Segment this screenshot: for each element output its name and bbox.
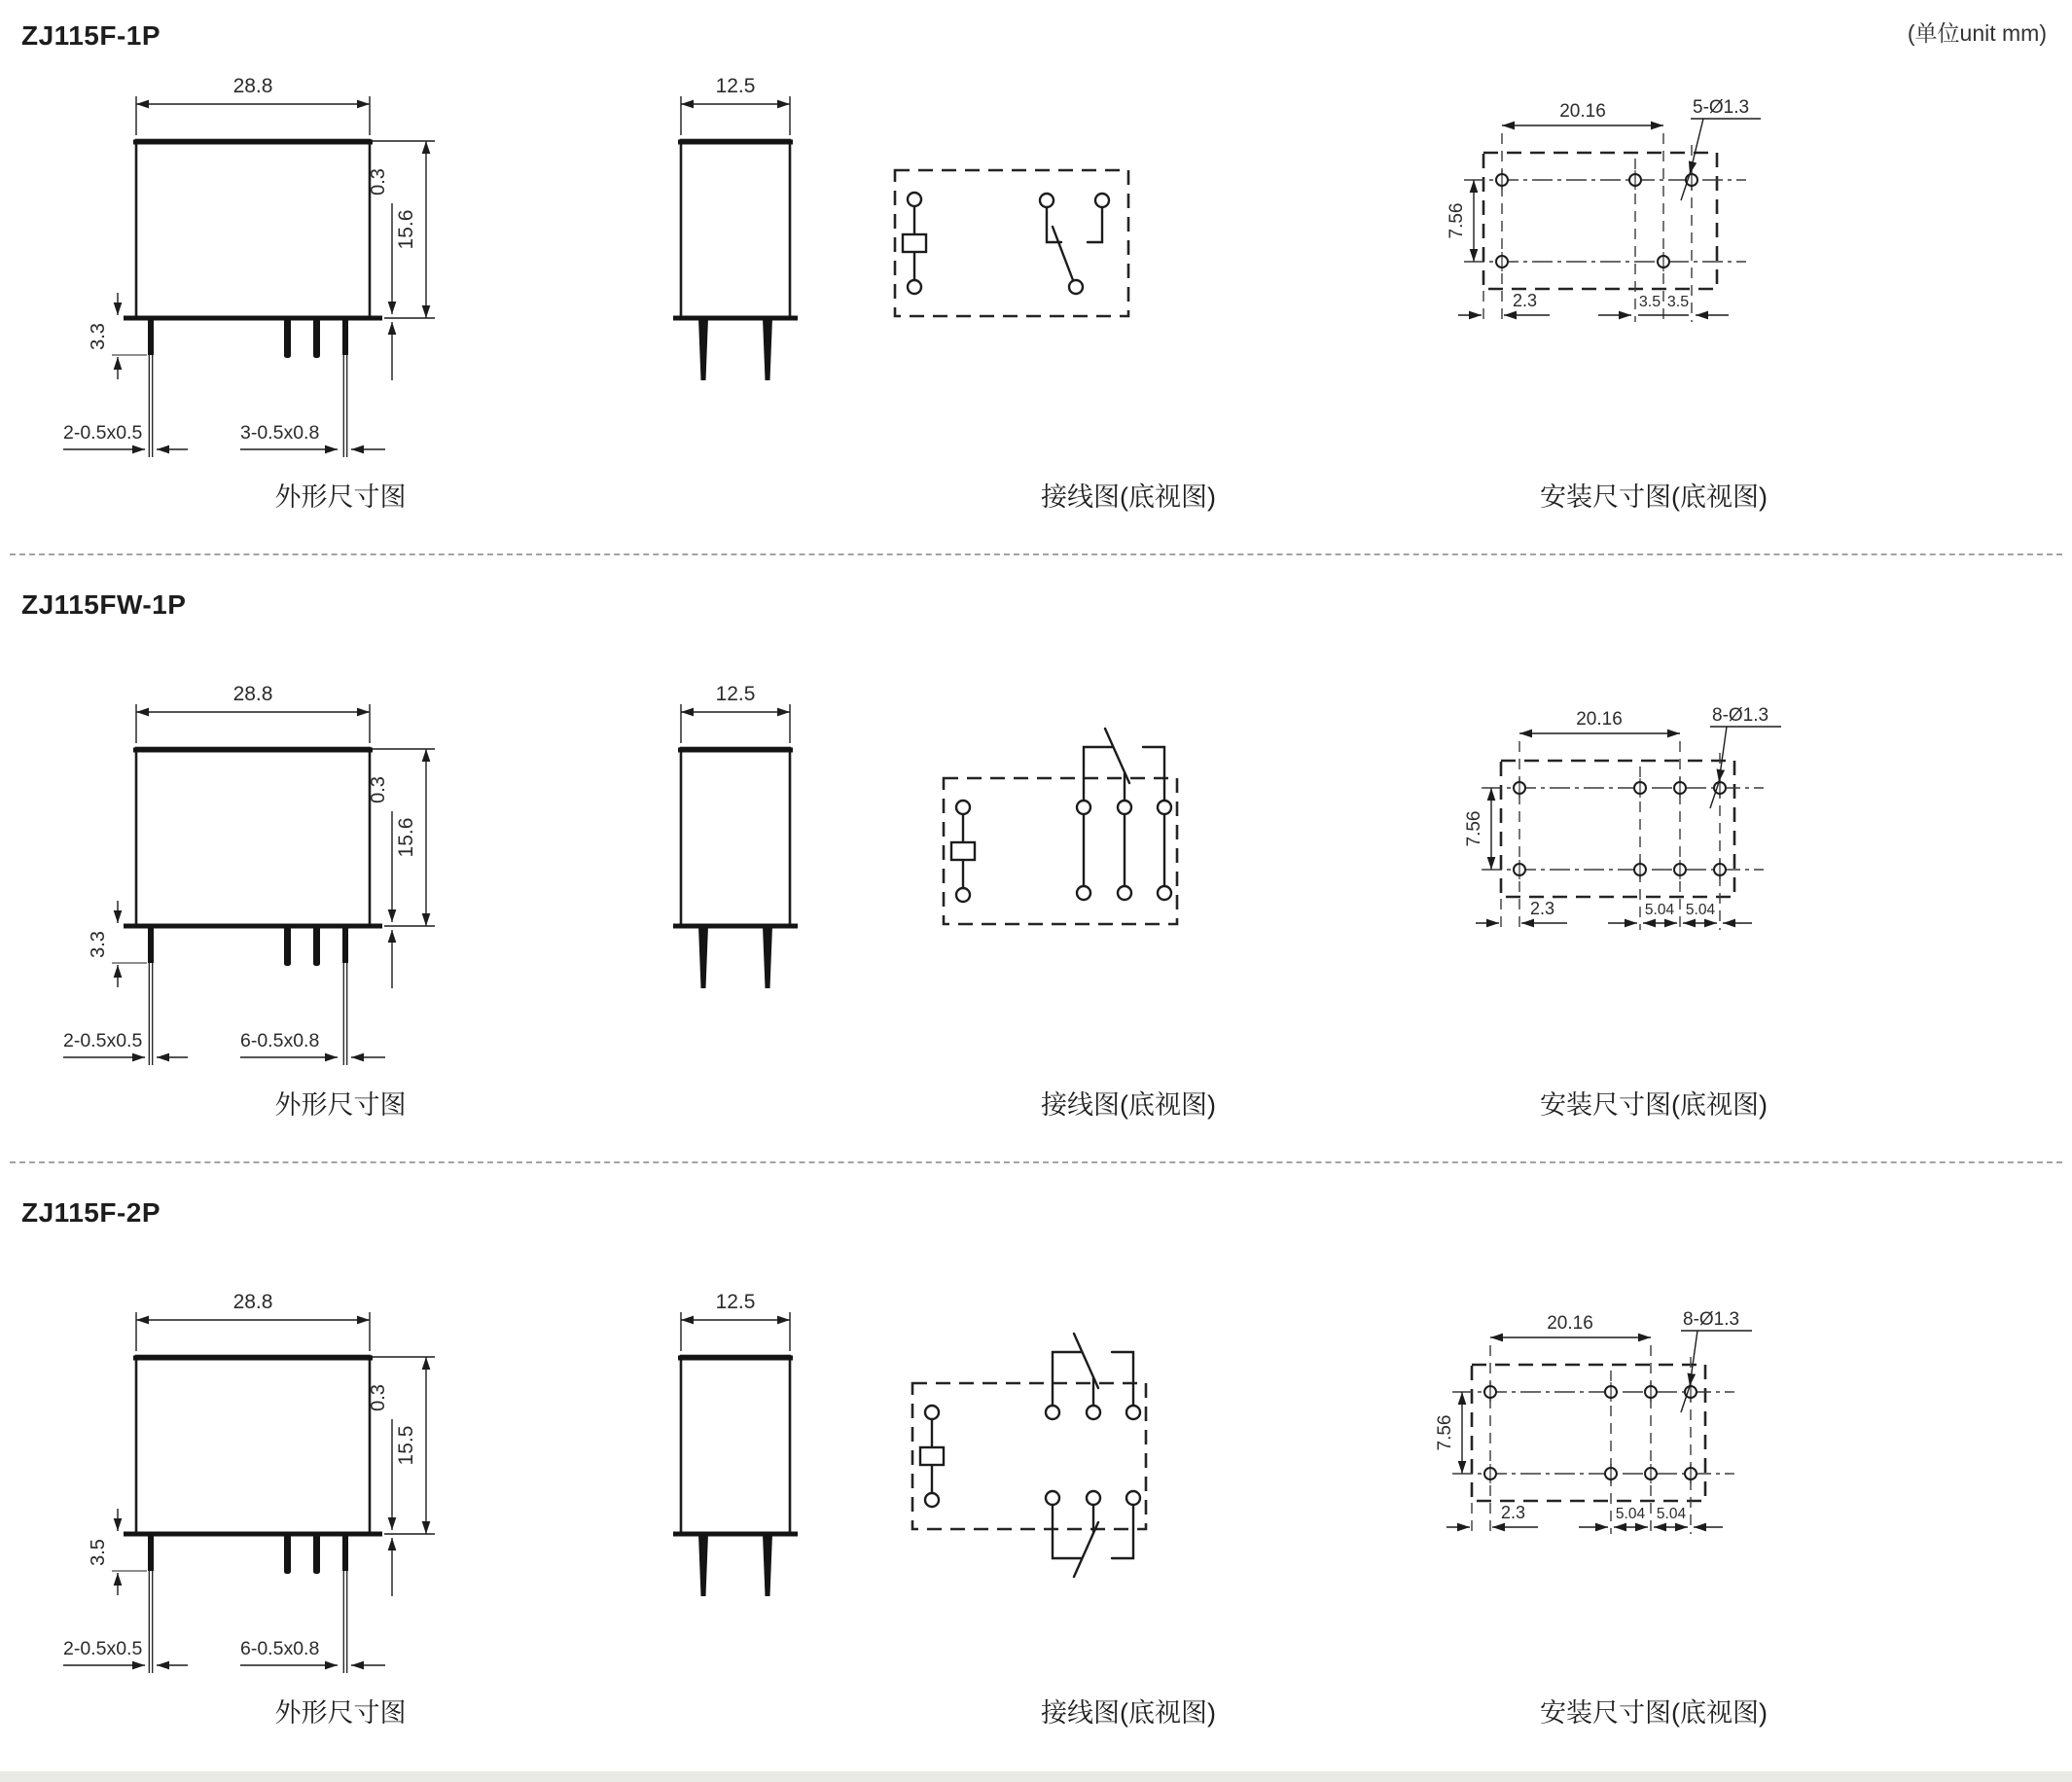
pins	[148, 318, 348, 358]
model-title: ZJ115F-1P	[21, 20, 161, 51]
caption-row	[0, 1084, 2072, 1128]
mounting-diagram	[1462, 704, 1783, 957]
hole-callout-leader	[1710, 727, 1781, 808]
width-dimension	[136, 1312, 370, 1351]
mounting-diagram	[1433, 1308, 1754, 1561]
width-dimension	[136, 704, 370, 743]
hole-callout-leader	[1681, 1331, 1752, 1412]
gap1-label: 5.04	[1644, 902, 1675, 918]
side-width-dimension	[681, 704, 790, 743]
side-pins	[698, 318, 772, 380]
relay-body	[136, 140, 370, 318]
figure-row	[0, 1273, 2072, 1680]
base-thickness-label: 0.3	[368, 168, 389, 196]
mounting-holes	[1514, 782, 1726, 875]
contact-pins-label: 3-0.5x0.8	[240, 422, 320, 444]
wiring-caption: 接线图(底视图)	[1041, 482, 1216, 512]
outline-caption: 外形尺寸图	[274, 1698, 407, 1728]
standoff-label: 3.3	[88, 323, 109, 350]
gap2-label: 3.5	[1666, 294, 1690, 310]
relay-outline-dashed	[1501, 761, 1734, 897]
row-span-label: 7.56	[1447, 202, 1467, 239]
contact-symbol-top	[1046, 1334, 1140, 1419]
mounting-caption: 安装尺寸图(底视图)	[1540, 482, 1768, 512]
hole-span-label: 20.16	[1547, 1313, 1593, 1334]
outline-side-view	[632, 665, 837, 1072]
gap2-label: 5.04	[1685, 902, 1716, 918]
body-width-label: 28.8	[232, 1291, 273, 1313]
edge-offset-label: 2.3	[1530, 899, 1555, 918]
page-bottom-bar	[0, 1771, 2072, 1782]
mounting-caption: 安装尺寸图(底视图)	[1540, 1698, 1768, 1728]
section-zj115f-1p	[0, 0, 2072, 520]
body-height-label: 15.6	[395, 209, 417, 250]
outline-caption: 外形尺寸图	[274, 482, 407, 512]
holes-label: 5-Ø1.3	[1693, 97, 1750, 118]
body-width-label: 28.8	[232, 683, 273, 705]
holes-label: 8-Ø1.3	[1712, 705, 1769, 726]
caption-row	[0, 476, 2072, 520]
wiring-caption: 接线图(底视图)	[1041, 1698, 1216, 1728]
section-zj115f-2p	[0, 1177, 2072, 1736]
wiring-diagram	[903, 1323, 1156, 1644]
relay-body-side	[681, 748, 790, 926]
outline-front-view	[54, 57, 482, 464]
edge-offset-label: 2.3	[1513, 291, 1538, 310]
outline-front-view	[54, 1273, 482, 1680]
coil-pins-label: 2-0.5x0.5	[63, 422, 143, 444]
hole-ticks	[1490, 1382, 1691, 1483]
model-title: ZJ115F-2P	[21, 1197, 161, 1228]
figure-row	[0, 57, 2072, 464]
base-thickness-label: 0.3	[368, 776, 389, 803]
center-lines	[1464, 133, 1746, 322]
section-divider	[10, 1161, 2062, 1163]
contact-pins-label: 6-0.5x0.8	[240, 1638, 320, 1659]
pins	[148, 926, 348, 966]
section-divider	[10, 553, 2062, 555]
unit-note: (单位unit mm)	[1907, 20, 2047, 46]
pins	[148, 1534, 348, 1574]
standoff-label: 3.5	[88, 1539, 109, 1566]
hole-span-label: 20.16	[1559, 101, 1606, 122]
relay-outline-dashed	[1483, 153, 1717, 289]
side-width-dimension	[681, 96, 790, 135]
relay-body	[136, 748, 370, 926]
mounting-holes	[1484, 1386, 1697, 1479]
outline-front-view	[54, 665, 482, 1072]
contact-symbol-bottom	[1046, 1491, 1140, 1577]
outline-caption: 外形尺寸图	[274, 1090, 407, 1120]
relay-outline-dashed	[1472, 1365, 1705, 1501]
contact-pins-label: 6-0.5x0.8	[240, 1030, 320, 1051]
gap2-label: 5.04	[1656, 1506, 1687, 1522]
side-width-label: 12.5	[715, 1291, 756, 1313]
outline-side-view	[632, 57, 837, 464]
body-height-label: 15.5	[395, 1425, 417, 1466]
relay-body-side	[681, 1356, 790, 1534]
row-span-label: 7.56	[1464, 810, 1484, 847]
outline-side-view	[632, 1273, 837, 1680]
contact-symbol	[1040, 194, 1109, 294]
row-span-label: 7.56	[1435, 1414, 1455, 1451]
caption-row	[0, 1692, 2072, 1736]
coil-symbol	[920, 1406, 944, 1507]
figure-row	[0, 665, 2072, 1072]
wiring-caption: 接线图(底视图)	[1041, 1090, 1216, 1120]
mounting-holes	[1496, 174, 1697, 267]
coil-pins-label: 2-0.5x0.5	[63, 1638, 143, 1659]
section-zj115fw-1p	[0, 569, 2072, 1128]
base-thickness-label: 0.3	[368, 1384, 389, 1411]
relay-body	[136, 1356, 370, 1534]
relay-outline-dashed	[912, 1383, 1146, 1529]
gap1-label: 5.04	[1615, 1506, 1646, 1522]
relay-outline-dashed	[944, 778, 1177, 924]
coil-symbol	[903, 193, 926, 294]
side-pins	[698, 926, 772, 988]
gap1-label: 3.5	[1638, 294, 1661, 310]
side-pins	[698, 1534, 772, 1596]
holes-label: 8-Ø1.3	[1683, 1309, 1740, 1330]
body-height-label: 15.6	[395, 817, 417, 858]
width-dimension	[136, 96, 370, 135]
relay-body-side	[681, 140, 790, 318]
coil-symbol	[951, 801, 975, 902]
side-width-label: 12.5	[715, 683, 756, 705]
side-width-dimension	[681, 1312, 790, 1351]
edge-offset-label: 2.3	[1501, 1503, 1526, 1522]
model-title: ZJ115FW-1P	[21, 589, 187, 620]
contact-symbol	[1077, 729, 1171, 900]
side-width-label: 12.5	[715, 75, 756, 97]
wiring-diagram	[934, 718, 1187, 971]
hole-callout-leader	[1681, 119, 1761, 200]
mounting-caption: 安装尺寸图(底视图)	[1540, 1090, 1768, 1120]
hole-ticks	[1519, 778, 1720, 879]
hole-span-label: 20.16	[1576, 709, 1623, 730]
mounting-diagram	[1445, 96, 1766, 349]
coil-pins-label: 2-0.5x0.5	[63, 1030, 143, 1051]
body-width-label: 28.8	[232, 75, 273, 97]
wiring-diagram	[885, 160, 1138, 326]
standoff-label: 3.3	[88, 931, 109, 958]
